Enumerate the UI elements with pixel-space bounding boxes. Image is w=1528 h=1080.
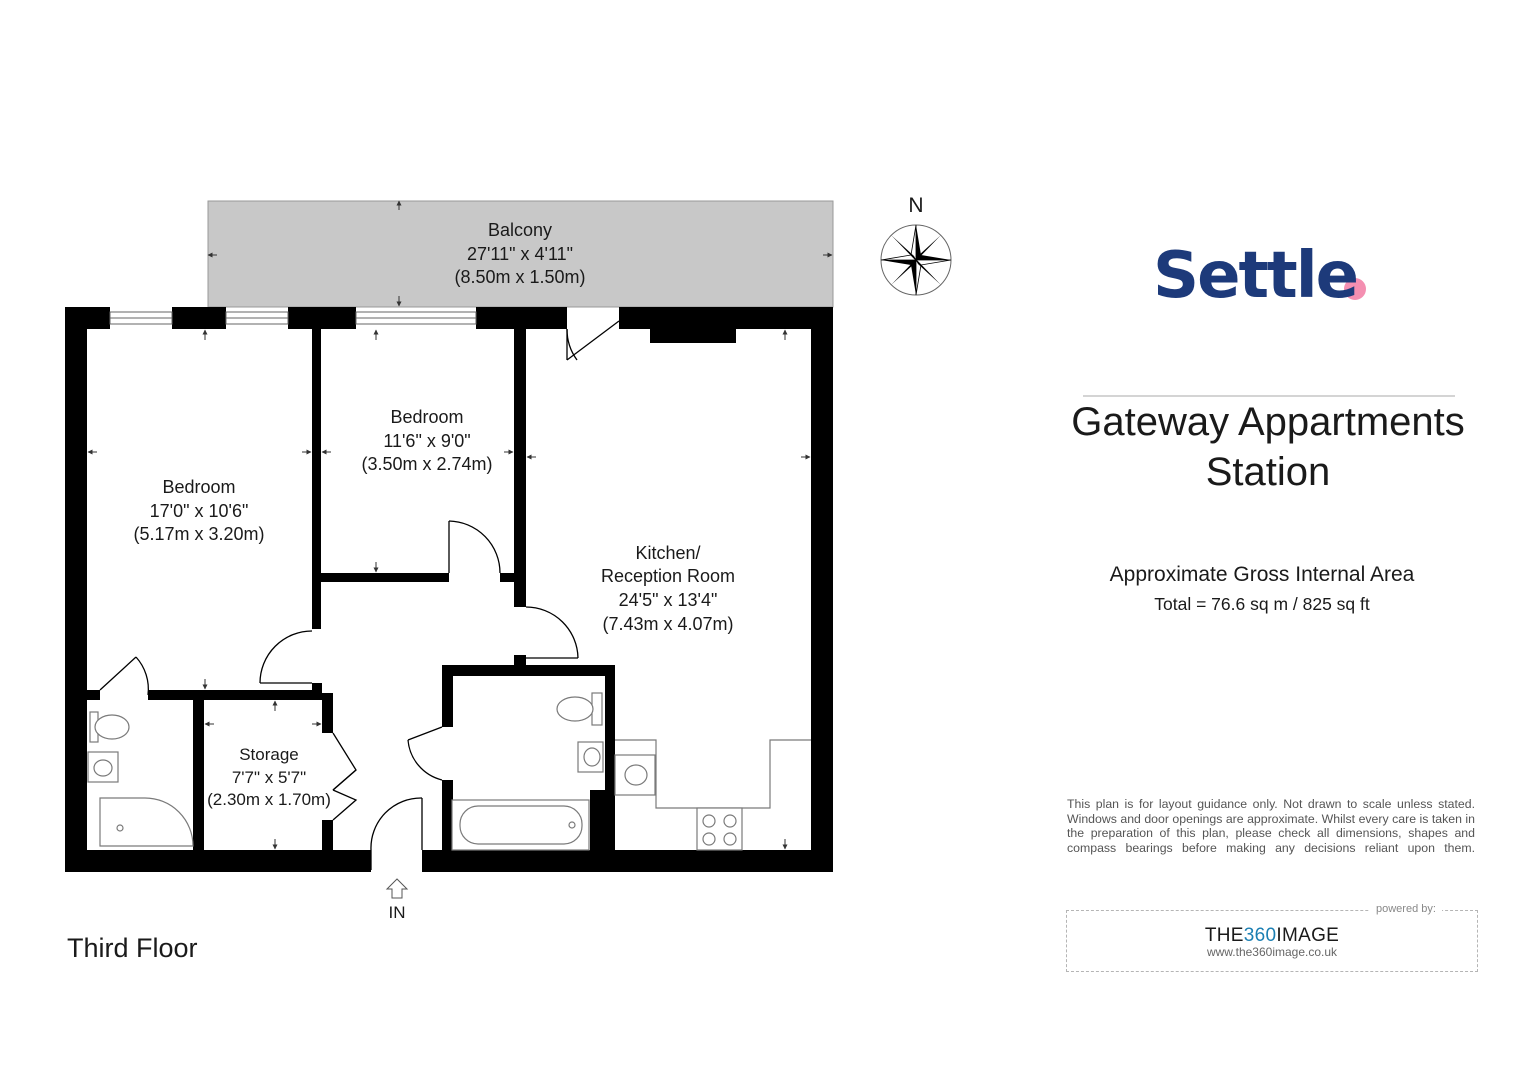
compass-icon	[881, 225, 951, 295]
bedroom-second-imperial: 11'6" x 9'0"	[383, 431, 471, 451]
logo-prefix: THE	[1204, 925, 1244, 946]
property-subtitle: Station	[1205, 450, 1331, 494]
balcony-imperial: 27'11" x 4'11"	[466, 244, 574, 264]
bedroom-second-name: Bedroom	[390, 407, 464, 427]
storage-metric: (2.30m x 1.70m)	[207, 790, 331, 809]
kitchen-name-line1: Kitchen/	[635, 543, 701, 563]
logo-highlight: 360	[1243, 925, 1277, 946]
kitchen-metric: (7.43m x 4.07m)	[602, 614, 734, 634]
the360image-logo	[1066, 925, 1478, 947]
entrance-arrow-icon	[387, 879, 407, 898]
property-name: Gateway Appartments	[1071, 400, 1465, 444]
area-total: Total = 76.6 sq m / 825 sq ft	[1154, 594, 1370, 614]
doors	[100, 321, 619, 870]
bedroom-main-name: Bedroom	[162, 477, 236, 497]
area-heading: Approximate Gross Internal Area	[1109, 563, 1415, 586]
entrance-label: IN	[388, 903, 406, 922]
bedroom-main-metric: (5.17m x 3.20m)	[133, 524, 265, 544]
kitchen-name-line2: Reception Room	[600, 566, 736, 586]
powered-by-label: powered by:	[1370, 903, 1442, 915]
compass-north-label: N	[908, 194, 924, 217]
logo-suffix: IMAGE	[1276, 925, 1340, 946]
balcony-name: Balcony	[487, 220, 553, 240]
balcony-metric: (8.50m x 1.50m)	[454, 267, 586, 287]
bedroom-main-imperial: 17'0" x 10'6"	[149, 501, 249, 521]
storage-name: Storage	[239, 745, 299, 764]
the360image-url: www.the360image.co.uk	[1206, 945, 1338, 959]
floor-label: Third Floor	[67, 933, 198, 963]
bedroom-second-metric: (3.50m x 2.74m)	[361, 454, 493, 474]
disclaimer-text: This plan is for layout guidance only. Not drawn to scale unless stated. Windows and door openings are approximate. Whilst every care is taken in the preparation of this plan, please check all dimensions, shapes and compass bearings before making any decisions reliant upon them.	[1067, 797, 1475, 855]
storage-imperial: 7'7" x 5'7"	[231, 768, 307, 787]
kitchen-imperial: 24'5" x 13'4"	[618, 590, 718, 610]
settle-logo	[1153, 239, 1366, 313]
settle-logo-text: Settle	[1153, 239, 1358, 313]
